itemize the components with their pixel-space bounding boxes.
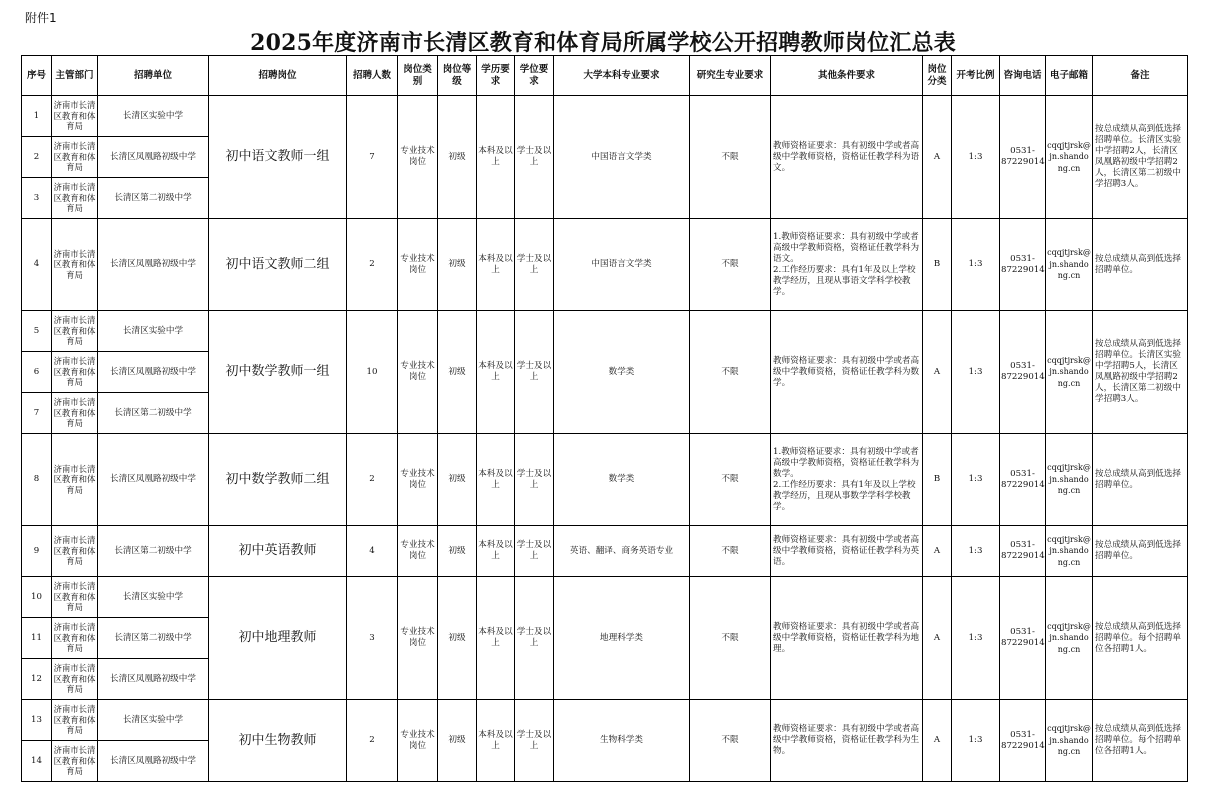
row-unit: 长清区第二初级中学 [98,526,209,577]
header-dept: 主管部门 [52,56,98,96]
cat-cell: A [923,311,952,434]
ratio-cell: 1:3 [952,700,1000,782]
level-cell: 初级 [438,577,477,700]
post-cell: 初中生物教师 [209,700,347,782]
email-cell: cqqjtjrsk@jn.shandong.cn [1046,311,1093,434]
row-no: 9 [22,526,52,577]
other-cell: 教师资格证要求：具有初级中学或者高级中学教师资格，资格证任教学科为地理。 [771,577,923,700]
row-no: 11 [22,618,52,659]
row-dept: 济南市长清区教育和体育局 [52,741,98,782]
row-no: 4 [22,219,52,311]
note-cell: 按总成绩从高到低选择招聘单位。 [1093,219,1188,311]
degree-cell: 学士及以上 [515,700,554,782]
row-dept: 济南市长清区教育和体育局 [52,393,98,434]
header-count: 招聘人数 [347,56,398,96]
row-no: 10 [22,577,52,618]
major-cell: 数学类 [554,434,690,526]
grad-cell: 不限 [690,96,771,219]
phone-cell: 0531-87229014 [1000,96,1046,219]
count-cell: 10 [347,311,398,434]
row-dept: 济南市长清区教育和体育局 [52,219,98,311]
row-no: 8 [22,434,52,526]
row-unit: 长清区凤凰路初级中学 [98,434,209,526]
header-major: 大学本科专业要求 [554,56,690,96]
degree-cell: 学士及以上 [515,526,554,577]
table-row [22,577,1188,618]
type-cell: 专业技术岗位 [398,311,438,434]
row-no: 13 [22,700,52,741]
row-dept: 济南市长清区教育和体育局 [52,311,98,352]
row-no: 14 [22,741,52,782]
email-cell: cqqjtjrsk@jn.shandong.cn [1046,526,1093,577]
degree-cell: 学士及以上 [515,434,554,526]
degree-cell: 学士及以上 [515,311,554,434]
row-dept: 济南市长清区教育和体育局 [52,96,98,137]
row-no: 12 [22,659,52,700]
table-row [22,219,1188,311]
ratio-cell: 1:3 [952,219,1000,311]
note-cell: 按总成绩从高到低选择招聘单位。 [1093,434,1188,526]
row-dept: 济南市长清区教育和体育局 [52,700,98,741]
edu-cell: 本科及以上 [477,700,515,782]
row-unit: 长清区实验中学 [98,700,209,741]
header-row [22,56,1188,96]
major-cell: 中国语言文学类 [554,96,690,219]
cat-cell: A [923,700,952,782]
post-cell: 初中数学教师二组 [209,434,347,526]
header-post: 招聘岗位 [209,56,347,96]
grad-cell: 不限 [690,434,771,526]
row-no: 7 [22,393,52,434]
other-cell: 教师资格证要求：具有初级中学或者高级中学教师资格，资格证任教学科为生物。 [771,700,923,782]
table-row [22,526,1188,577]
email-cell: cqqjtjrsk@jn.shandong.cn [1046,700,1093,782]
count-cell: 3 [347,577,398,700]
row-no: 1 [22,96,52,137]
edu-cell: 本科及以上 [477,219,515,311]
phone-cell: 0531-87229014 [1000,311,1046,434]
count-cell: 7 [347,96,398,219]
row-dept: 济南市长清区教育和体育局 [52,618,98,659]
type-cell: 专业技术岗位 [398,96,438,219]
edu-cell: 本科及以上 [477,311,515,434]
post-cell: 初中语文教师一组 [209,96,347,219]
row-dept: 济南市长清区教育和体育局 [52,434,98,526]
row-no: 6 [22,352,52,393]
row-dept: 济南市长清区教育和体育局 [52,659,98,700]
cat-cell: B [923,434,952,526]
level-cell: 初级 [438,700,477,782]
cat-cell: A [923,577,952,700]
note-cell: 按总成绩从高到低选择招聘单位。每个招聘单位各招聘1人。 [1093,700,1188,782]
phone-cell: 0531-87229014 [1000,700,1046,782]
row-unit: 长清区第二初级中学 [98,393,209,434]
count-cell: 2 [347,219,398,311]
header-note: 备注 [1093,56,1188,96]
email-cell: cqqjtjrsk@jn.shandong.cn [1046,577,1093,700]
edu-cell: 本科及以上 [477,577,515,700]
row-unit: 长清区凤凰路初级中学 [98,137,209,178]
other-cell: 教师资格证要求：具有初级中学或者高级中学教师资格，资格证任教学科为英语。 [771,526,923,577]
row-dept: 济南市长清区教育和体育局 [52,352,98,393]
row-unit: 长清区实验中学 [98,577,209,618]
phone-cell: 0531-87229014 [1000,434,1046,526]
grad-cell: 不限 [690,577,771,700]
cat-cell: A [923,526,952,577]
level-cell: 初级 [438,526,477,577]
grad-cell: 不限 [690,700,771,782]
row-unit: 长清区凤凰路初级中学 [98,741,209,782]
other-cell: 1.教师资格证要求：具有初级中学或者高级中学教师资格，资格证任教学科为数学。 2.工作经历要求：具有1年及以上学校教学经历，且现从事数学学科学校教学。 [771,434,923,526]
ratio-cell: 1:3 [952,577,1000,700]
other-cell: 教师资格证要求：具有初级中学或者高级中学教师资格，资格证任教学科为语文。 [771,96,923,219]
major-cell: 中国语言文学类 [554,219,690,311]
row-dept: 济南市长清区教育和体育局 [52,526,98,577]
page-title: 2025年度济南市长清区教育和体育局所属学校公开招聘教师岗位汇总表 [250,30,956,56]
attachment-label: 附件1 [25,11,57,25]
ratio-cell: 1:3 [952,434,1000,526]
cat-cell: A [923,96,952,219]
major-cell: 英语、翻译、商务英语专业 [554,526,690,577]
table-row [22,700,1188,741]
ratio-cell: 1:3 [952,96,1000,219]
ratio-cell: 1:3 [952,311,1000,434]
header-email: 电子邮箱 [1046,56,1093,96]
table-row [22,434,1188,526]
row-no: 5 [22,311,52,352]
row-no: 3 [22,178,52,219]
email-cell: cqqjtjrsk@jn.shandong.cn [1046,96,1093,219]
ratio-cell: 1:3 [952,526,1000,577]
row-dept: 济南市长清区教育和体育局 [52,178,98,219]
email-cell: cqqjtjrsk@jn.shandong.cn [1046,219,1093,311]
degree-cell: 学士及以上 [515,219,554,311]
header-other: 其他条件要求 [771,56,923,96]
level-cell: 初级 [438,96,477,219]
header-level: 岗位等级 [438,56,477,96]
note-cell: 按总成绩从高到低选择招聘单位。长清区实验中学招聘2人，长清区凤凰路初级中学招聘2人，长清区第二初级中学招聘3人。 [1093,96,1188,219]
note-cell: 按总成绩从高到低选择招聘单位。每个招聘单位各招聘1人。 [1093,577,1188,700]
row-unit: 长清区凤凰路初级中学 [98,352,209,393]
header-edu: 学历要求 [477,56,515,96]
row-unit: 长清区实验中学 [98,311,209,352]
post-cell: 初中地理教师 [209,577,347,700]
email-cell: cqqjtjrsk@jn.shandong.cn [1046,434,1093,526]
other-cell: 教师资格证要求：具有初级中学或者高级中学教师资格，资格证任教学科为数学。 [771,311,923,434]
level-cell: 初级 [438,311,477,434]
type-cell: 专业技术岗位 [398,219,438,311]
edu-cell: 本科及以上 [477,96,515,219]
type-cell: 专业技术岗位 [398,700,438,782]
cat-cell: B [923,219,952,311]
type-cell: 专业技术岗位 [398,577,438,700]
major-cell: 数学类 [554,311,690,434]
phone-cell: 0531-87229014 [1000,526,1046,577]
header-cat: 岗位分类 [923,56,952,96]
note-cell: 按总成绩从高到低选择招聘单位。 [1093,526,1188,577]
recruitment-table [21,55,1188,782]
header-unit: 招聘单位 [98,56,209,96]
header-grad: 研究生专业要求 [690,56,771,96]
row-unit: 长清区第二初级中学 [98,178,209,219]
row-unit: 长清区凤凰路初级中学 [98,219,209,311]
major-cell: 地理科学类 [554,577,690,700]
row-unit: 长清区凤凰路初级中学 [98,659,209,700]
count-cell: 2 [347,434,398,526]
row-no: 2 [22,137,52,178]
edu-cell: 本科及以上 [477,526,515,577]
header-degree: 学位要求 [515,56,554,96]
level-cell: 初级 [438,434,477,526]
count-cell: 2 [347,700,398,782]
post-cell: 初中数学教师一组 [209,311,347,434]
row-dept: 济南市长清区教育和体育局 [52,577,98,618]
major-cell: 生物科学类 [554,700,690,782]
degree-cell: 学士及以上 [515,96,554,219]
phone-cell: 0531-87229014 [1000,577,1046,700]
post-cell: 初中语文教师二组 [209,219,347,311]
grad-cell: 不限 [690,219,771,311]
type-cell: 专业技术岗位 [398,526,438,577]
row-unit: 长清区实验中学 [98,96,209,137]
grad-cell: 不限 [690,311,771,434]
grad-cell: 不限 [690,526,771,577]
type-cell: 专业技术岗位 [398,434,438,526]
degree-cell: 学士及以上 [515,577,554,700]
other-cell: 1.教师资格证要求：具有初级中学或者高级中学教师资格，资格证任教学科为语文。 2.工作经历要求：具有1年及以上学校教学经历，且现从事语文学科学校教学。 [771,219,923,311]
header-no: 序号 [22,56,52,96]
edu-cell: 本科及以上 [477,434,515,526]
note-cell: 按总成绩从高到低选择招聘单位。长清区实验中学招聘5人，长清区凤凰路初级中学招聘2人，长清区第二初级中学招聘3人。 [1093,311,1188,434]
row-dept: 济南市长清区教育和体育局 [52,137,98,178]
header-phone: 咨询电话 [1000,56,1046,96]
table-row [22,311,1188,352]
count-cell: 4 [347,526,398,577]
phone-cell: 0531-87229014 [1000,219,1046,311]
header-type: 岗位类别 [398,56,438,96]
post-cell: 初中英语教师 [209,526,347,577]
level-cell: 初级 [438,219,477,311]
row-unit: 长清区第二初级中学 [98,618,209,659]
table-row [22,96,1188,137]
header-ratio: 开考比例 [952,56,1000,96]
